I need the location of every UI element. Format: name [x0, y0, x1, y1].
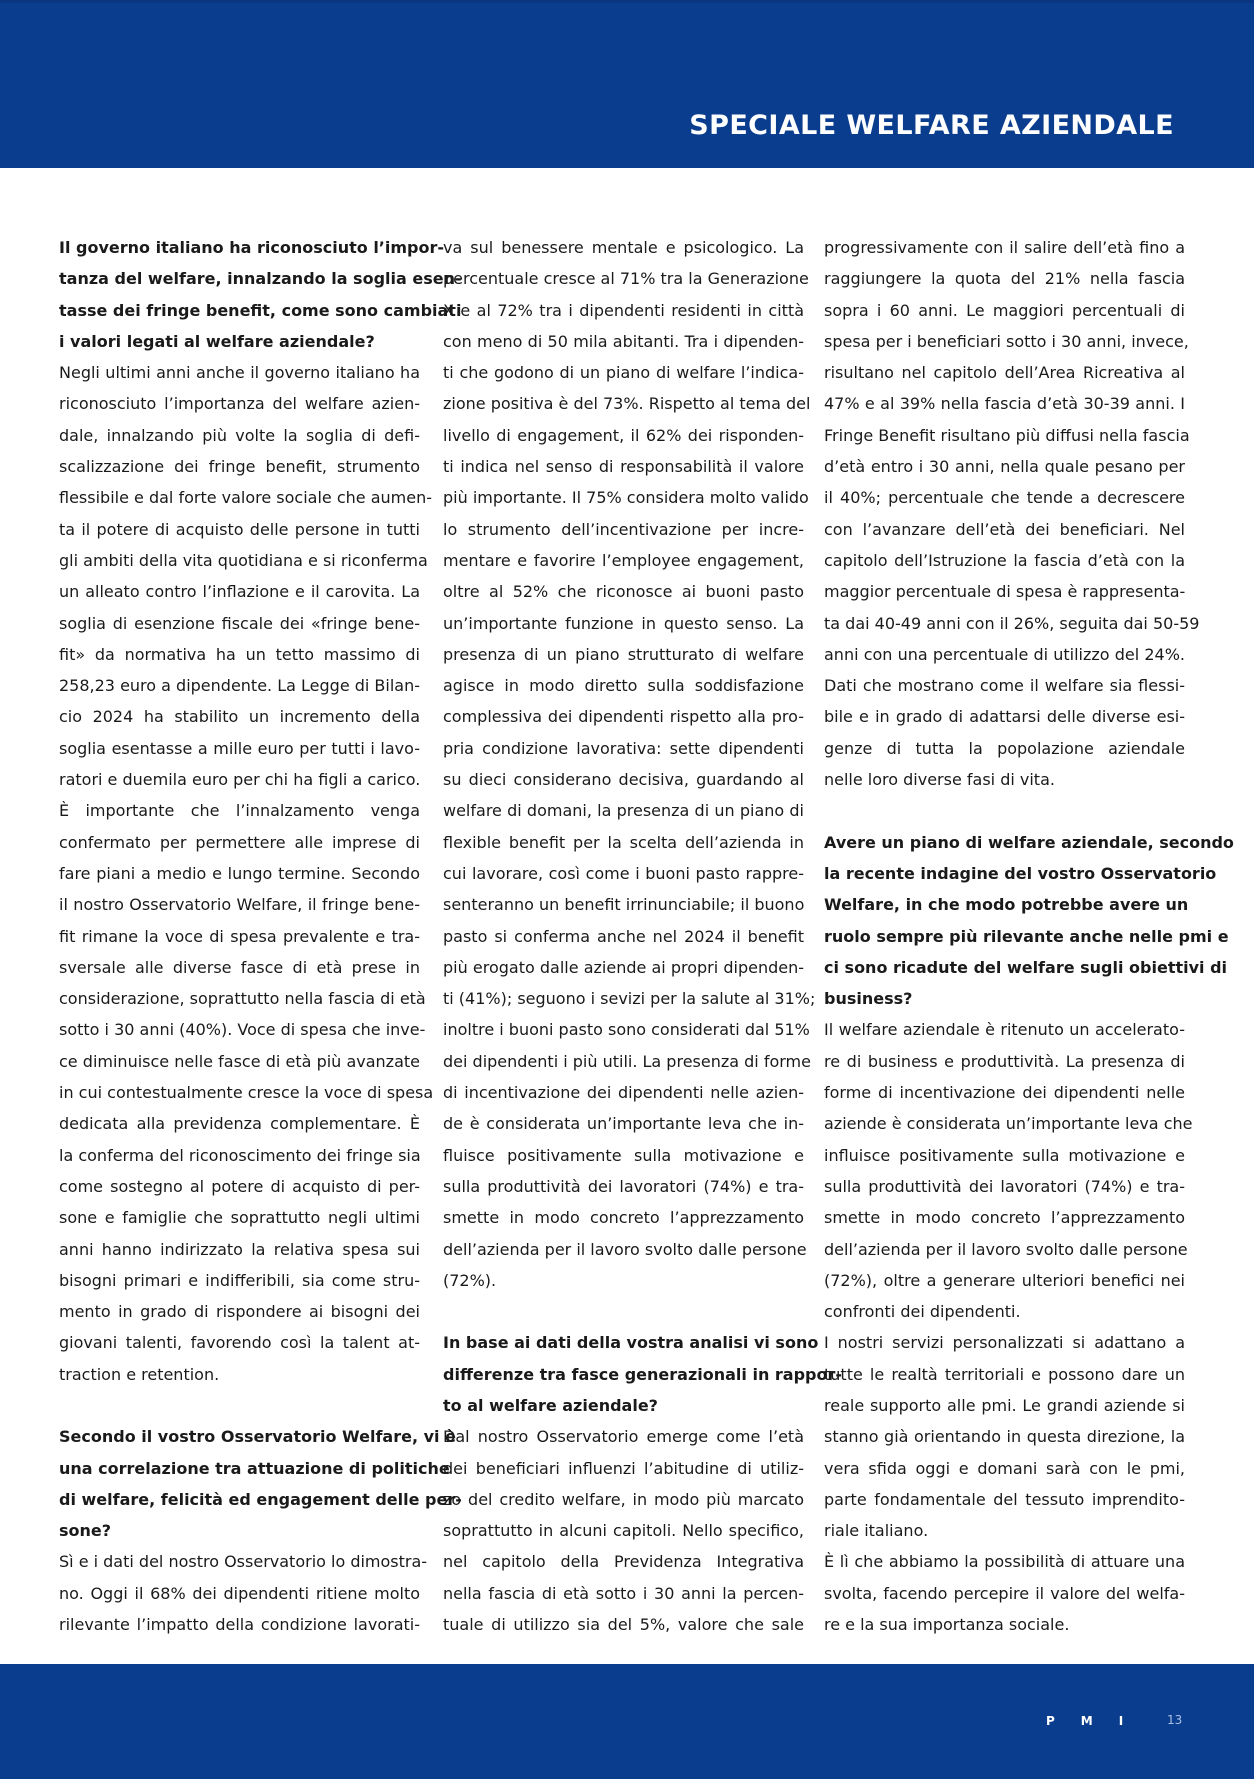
text-line: il 40%; percentuale che tende a decrescere [824, 488, 1185, 508]
text-line: smette in modo concreto l’apprezzamento [824, 1208, 1185, 1228]
text-line: dei beneficiari influenzi l’abitudine di utiliz- [443, 1458, 804, 1478]
text-line: riconosciuto l’importanza del welfare azien- [59, 394, 420, 414]
text-line: soglia di esenzione fiscale dei «fringe bene- [59, 613, 420, 633]
question-line: ci sono ricadute del welfare sugli obiettivi di [824, 957, 1228, 977]
text-line: bisogni primari e indifferibili, sia come stru- [59, 1270, 420, 1290]
text-line: fit rimane la voce di spesa prevalente e tra- [59, 926, 420, 946]
text-line: con meno di 50 mila abitanti. Tra i dipenden- [443, 331, 804, 351]
text-line: dei dipendenti i più utili. La presenza di forme [443, 1051, 811, 1071]
text-line: de è considerata un’importante leva che in- [443, 1114, 804, 1134]
text-line: bile e in grado di adattarsi delle diverse esi- [824, 707, 1185, 727]
text-line: ti che godono di un piano di welfare l’indica- [443, 363, 804, 383]
text-line: ti (41%); seguono i sevizi per la salute al 31%; [443, 989, 816, 1009]
text-line: ratori e duemila euro per chi ha figli a carico. [59, 770, 421, 790]
text-line: È importante che l’innalzamento venga [59, 801, 420, 821]
text-column-1 [59, 232, 462, 1640]
text-line: giovani talenti, favorendo così la talent at- [59, 1333, 420, 1353]
text-line: (72%), oltre a generare ulteriori benefici nei [824, 1270, 1185, 1290]
question-line: to al welfare aziendale? [443, 1395, 658, 1415]
text-line: in cui contestualmente cresce la voce di spesa [59, 1083, 434, 1103]
text-line: (72%). [443, 1270, 497, 1290]
text-line: gli ambiti della vita quotidiana e si riconferma [59, 550, 428, 570]
text-line: smette in modo concreto l’apprezzamento [443, 1208, 804, 1228]
question-line: di welfare, felicità ed engagement delle per- [59, 1489, 462, 1509]
text-line: inoltre i buoni pasto sono considerati dal 51% [443, 1020, 810, 1040]
question-line: la recente indagine del vostro Osservatorio [824, 863, 1217, 883]
text-line: percentuale cresce al 71% tra la Generazione [443, 269, 809, 289]
text-line: fluisce positivamente sulla motivazione e [443, 1145, 804, 1165]
paragraph-gap [59, 1390, 420, 1421]
text-line: 258,23 euro a dipendente. La Legge di Bilan- [59, 676, 421, 696]
paragraph-gap [824, 795, 1185, 826]
question-line: differenze tra fasce generazionali in rappor- [443, 1364, 843, 1384]
question-line: i valori legati al welfare aziendale? [59, 331, 375, 351]
header-top-rule [0, 0, 1254, 3]
text-line: svolta, facendo percepire il valore del welfa- [824, 1583, 1185, 1603]
text-line: sversale alle diverse fasce di età prese in [59, 957, 420, 977]
text-column-2 [443, 232, 843, 1640]
text-line: oltre al 52% che riconosce ai buoni pasto [443, 582, 804, 602]
text-line: lo strumento dell’incentivazione per incre- [443, 519, 804, 539]
text-line: nelle loro diverse fasi di vita. [824, 770, 1055, 790]
text-line: zo del credito welfare, in modo più marcato [443, 1489, 804, 1509]
text-line: anni hanno indirizzato la relativa spesa sui [59, 1239, 420, 1259]
text-line: senteranno un benefit irrinunciabile; il buono [443, 895, 805, 915]
text-line: soglia esentasse a mille euro per tutti i lavo- [59, 738, 420, 758]
text-line: anni con una percentuale di utilizzo del 24%. [824, 644, 1185, 664]
text-line: reale supporto alle pmi. Le grandi aziende si [824, 1395, 1185, 1415]
text-line: sone e famiglie che soprattutto negli ultimi [59, 1208, 420, 1228]
text-line: flessibile e dal forte valore sociale che aumen- [59, 488, 433, 508]
text-line: 47% e al 39% nella fascia d’età 30-39 anni. I [824, 394, 1185, 414]
text-line: dedicata alla previdenza complementare. È [59, 1114, 420, 1134]
text-line: più erogato dalle aziende ai propri dipenden- [443, 957, 804, 977]
text-line: nel capitolo della Previdenza Integrativa [443, 1552, 804, 1572]
text-line: livello di engagement, il 62% dei risponden- [443, 425, 804, 445]
text-line: come sostegno al potere di acquisto di per- [59, 1176, 420, 1196]
text-line: zione positiva è del 73%. Rispetto al tema del [443, 394, 811, 414]
text-line: il nostro Osservatorio Welfare, il fringe bene- [59, 895, 420, 915]
text-line: pria condizione lavorativa: sette dipendenti [443, 738, 804, 758]
question-line: ruolo sempre più rilevante anche nelle pmi e [824, 926, 1229, 946]
text-line: no. Oggi il 68% dei dipendenti ritiene molto [59, 1583, 420, 1603]
text-line: scalizzazione dei fringe benefit, strumento [59, 457, 420, 477]
text-line: tutte le realtà territoriali e possono dare un [824, 1364, 1185, 1384]
text-line: capitolo dell’Istruzione la fascia d’età con la [824, 550, 1185, 570]
text-line: Negli ultimi anni anche il governo italiano ha [59, 363, 420, 383]
text-line: welfare di domani, la presenza di un piano di [443, 801, 804, 821]
text-line: ta dai 40-49 anni con il 26%, seguita dai 50-59 [824, 613, 1200, 633]
text-line: stanno già orientando in questa direzione, la [824, 1427, 1185, 1447]
text-line: Fringe Benefit risultano più diffusi nella fascia [824, 425, 1190, 445]
text-line: re di business e produttività. La presenza di [824, 1051, 1185, 1071]
text-line: cio 2024 ha stabilito un incremento della [59, 707, 420, 727]
text-line: riale italiano. [824, 1521, 929, 1541]
text-line: genze di tutta la popolazione aziendale [824, 738, 1185, 758]
question-line: una correlazione tra attuazione di politiche [59, 1458, 450, 1478]
text-line: dell’azienda per il lavoro svolto dalle persone [443, 1239, 807, 1259]
text-line: più importante. Il 75% considera molto valido [443, 488, 809, 508]
text-column-3 [824, 232, 1234, 1640]
text-line: fit» da normativa ha un tetto massimo di [59, 644, 420, 664]
question-line: tanza del welfare, innalzando la soglia esen- [59, 269, 462, 289]
text-line: fare piani a medio e lungo termine. Secondo [59, 863, 420, 883]
text-line: pasto si conferma anche nel 2024 il benefit [443, 926, 804, 946]
text-line: flexible benefit per la scelta dell’azienda in [443, 832, 804, 852]
text-line: ce diminuisce nelle fasce di età più avanzate [59, 1051, 420, 1071]
text-line: raggiungere la quota del 21% nella fascia [824, 269, 1185, 289]
text-line: complessiva dei dipendenti rispetto alla pro- [443, 707, 804, 727]
text-line: d’età entro i 30 anni, nella quale pesano per [824, 457, 1185, 477]
paragraph-gap [443, 1296, 804, 1327]
text-line: va sul benessere mentale e psicologico. La [443, 238, 804, 257]
text-line: un’importante funzione in questo senso. La [443, 613, 804, 633]
text-line: dell’azienda per il lavoro svolto dalle persone [824, 1239, 1188, 1259]
question-line: Avere un piano di welfare aziendale, secondo [824, 832, 1234, 852]
text-line: influisce positivamente sulla motivazione e [824, 1145, 1185, 1165]
text-line: tuale di utilizzo sia del 5%, valore che sale [443, 1615, 804, 1635]
text-line: Sì e i dati del nostro Osservatorio lo dimostra- [59, 1552, 428, 1572]
header-band [0, 0, 1254, 168]
text-line: I nostri servizi personalizzati si adattano a [824, 1333, 1185, 1353]
text-line: agisce in modo diretto sulla soddisfazione [443, 676, 804, 696]
question-line: sone? [59, 1521, 112, 1541]
question-line: Il governo italiano ha riconosciuto l’impor- [59, 238, 445, 257]
text-line: parte fondamentale del tessuto imprendito- [824, 1489, 1185, 1509]
question-line: business? [824, 989, 913, 1009]
text-line: di incentivazione dei dipendenti nelle azien- [443, 1083, 804, 1103]
text-line: rilevante l’impatto della condizione lavorati- [59, 1615, 420, 1635]
question-line: tasse dei fringe benefit, come sono cambiati [59, 300, 462, 320]
text-line: sulla produttività dei lavoratori (74%) e tra- [824, 1176, 1185, 1196]
text-line: un alleato contro l’inflazione e il carovita. La [59, 582, 420, 602]
text-line: progressivamente con il salire dell’età fino a [824, 238, 1185, 257]
text-line: Il welfare aziendale è ritenuto un accelerato- [824, 1020, 1185, 1040]
text-line: ti indica nel senso di responsabilità il valore [443, 457, 804, 477]
text-line: Dati che mostrano come il welfare sia flessi- [824, 676, 1185, 696]
text-line: cui lavorare, così come i buoni pasto rappre- [443, 863, 804, 883]
section-title: SPECIALE WELFARE AZIENDALE [689, 110, 1174, 141]
text-line: mento in grado di rispondere ai bisogni dei [59, 1302, 420, 1322]
text-line: sopra i 60 anni. Le maggiori percentuali di [824, 300, 1185, 320]
text-line: ta il potere di acquisto delle persone in tutti [59, 519, 420, 539]
text-line: aziende è considerata un’importante leva che [824, 1114, 1193, 1134]
question-line: In base ai dati della vostra analisi vi sono [443, 1333, 819, 1353]
text-line: confronti dei dipendenti. [824, 1302, 1021, 1322]
page-number: 13 [1167, 1713, 1183, 1727]
text-line: forme di incentivazione dei dipendenti nelle [824, 1083, 1185, 1103]
text-line: È lì che abbiamo la possibilità di attuare una [824, 1552, 1185, 1572]
text-line: presenza di un piano strutturato di welfare [443, 644, 804, 664]
text-line: sulla produttività dei lavoratori (74%) e tra- [443, 1176, 804, 1196]
magazine-name: PMI [1046, 1714, 1150, 1728]
text-line: la conferma del riconoscimento dei fringe sia [59, 1145, 421, 1165]
text-line: mentare e favorire l’employee engagement, [443, 550, 804, 570]
text-line: sotto i 30 anni (40%). Voce di spesa che inve- [59, 1020, 426, 1040]
text-line: spesa per i beneficiari sotto i 30 anni, invece, [824, 331, 1189, 351]
text-line: confermato per permettere alle imprese di [59, 832, 420, 852]
text-line: Dal nostro Osservatorio emerge come l’età [443, 1427, 804, 1447]
text-line: soprattutto in alcuni capitoli. Nello specifico, [443, 1521, 804, 1541]
text-line: dale, innalzando più volte la soglia di defi- [59, 425, 420, 445]
text-line: nella fascia di età sotto i 30 anni la percen- [443, 1583, 804, 1603]
question-line: Secondo il vostro Osservatorio Welfare, vi è [59, 1427, 456, 1447]
text-line: vera sfida oggi e domani sarà con le pmi, [824, 1458, 1185, 1478]
text-line: su dieci considerano decisiva, guardando al [443, 770, 804, 790]
text-line: maggior percentuale di spesa è rappresenta- [824, 582, 1186, 602]
text-line: X e al 72% tra i dipendenti residenti in città [443, 300, 804, 320]
text-line: traction e retention. [59, 1364, 220, 1384]
text-line: risultano nel capitolo dell’Area Ricreativa al [824, 363, 1185, 383]
text-line: con l’avanzare dell’età dei beneficiari. Nel [824, 519, 1185, 539]
text-line: considerazione, soprattutto nella fascia di età [59, 989, 426, 1009]
question-line: Welfare, in che modo potrebbe avere un [824, 895, 1189, 915]
text-line: re e la sua importanza sociale. [824, 1615, 1070, 1635]
